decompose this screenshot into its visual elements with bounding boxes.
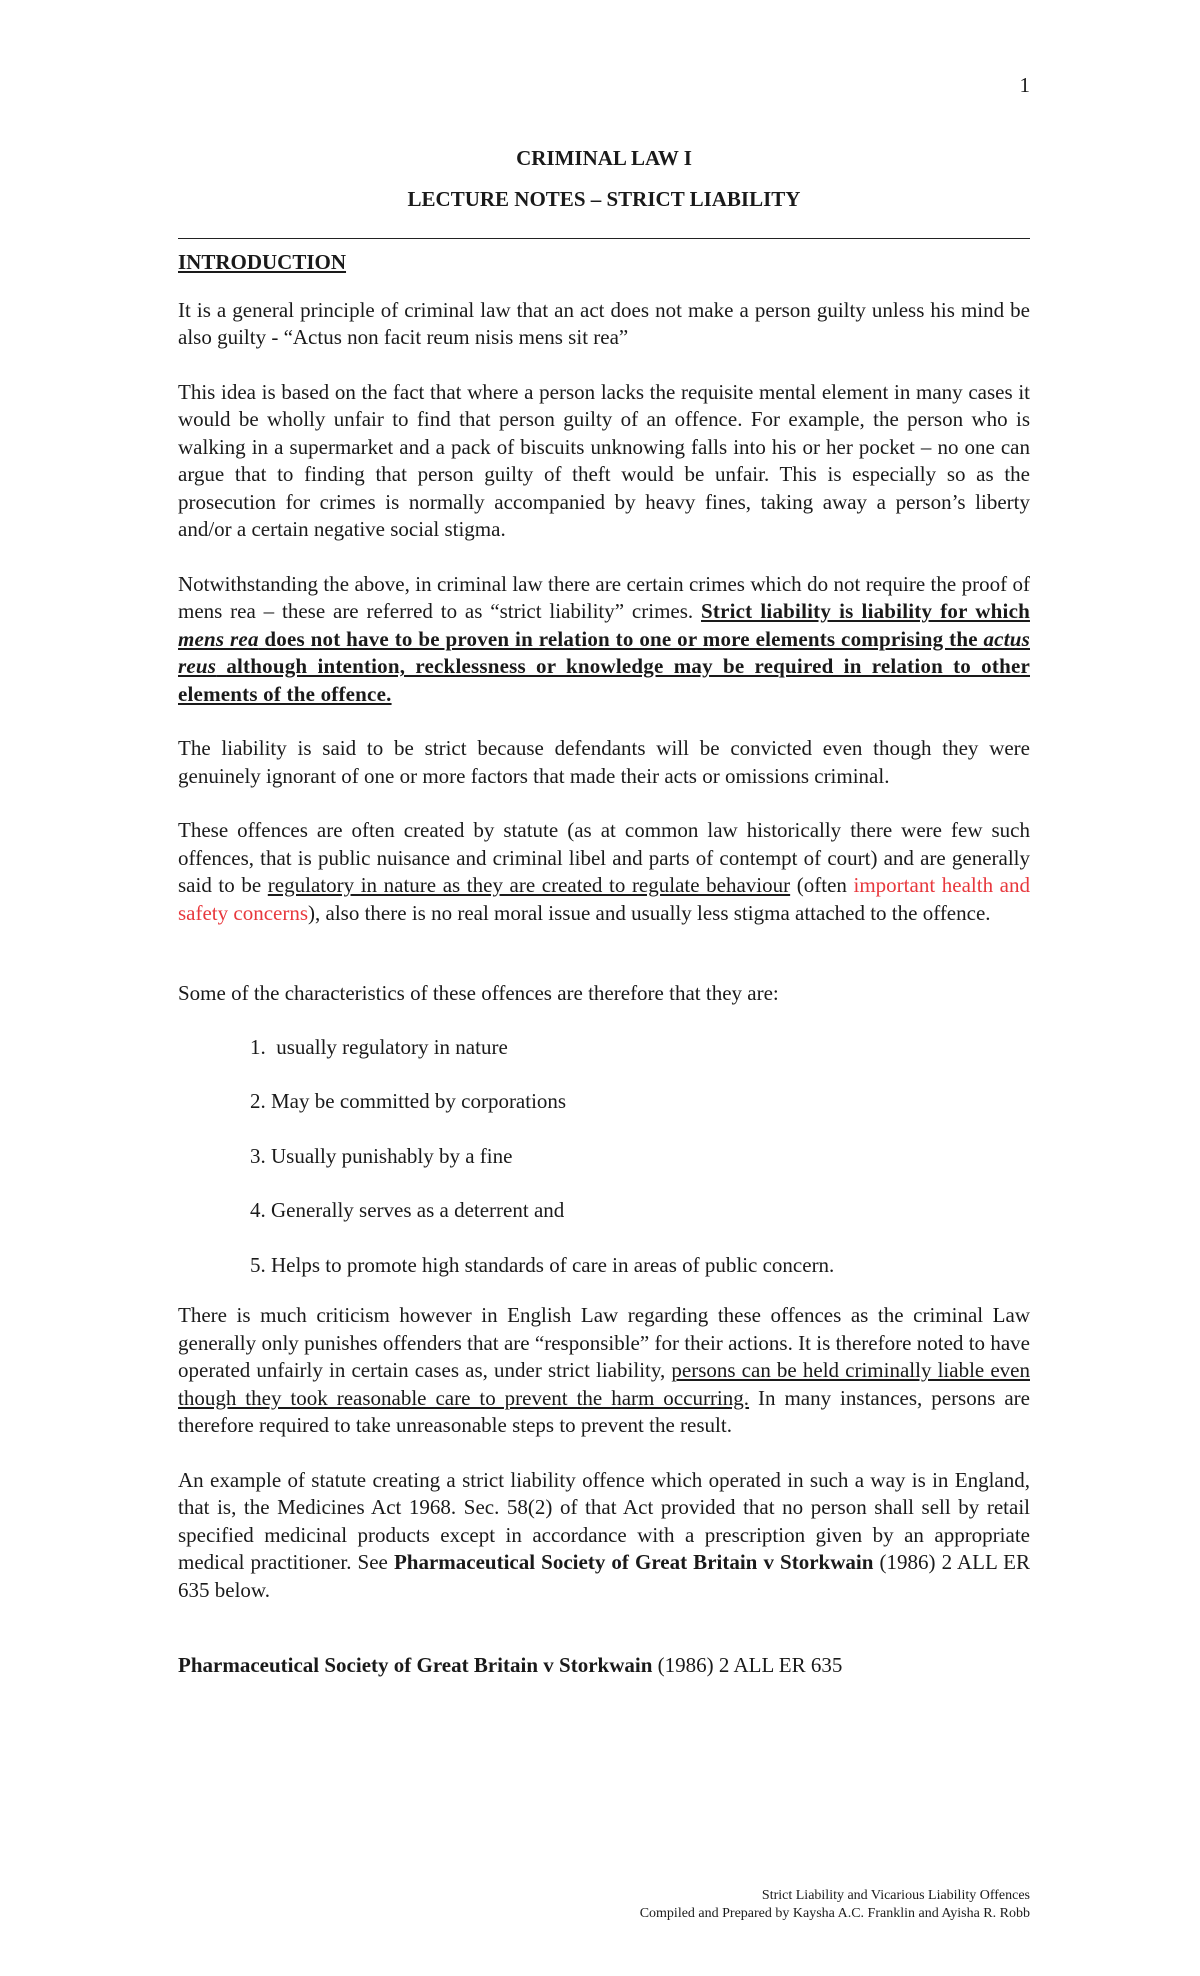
- list-item: 5. Helps to promote high standards of care in areas of public concern.: [250, 1252, 835, 1277]
- paragraph-rationale: This idea is based on the fact that where a person lacks the requisite mental element in many cases it would be wholly unfair to find that person guilty of an offence. For example, the person who is walking in a supermarket and a pack of biscuits unknowing falls into his or her pocket – no one can argue that to finding that person guilty of theft would be unfair. This is especially so as the prosecution for crimes is normally accompanied by heavy fines, taking away a person’s liberty and/or a certain negative social stigma.: [178, 379, 1030, 541]
- regulatory-nature-phrase: regulatory in nature as they are created to regulate behaviour: [267, 873, 791, 897]
- characteristics-list: [250, 1034, 1030, 1280]
- list-item: 1. usually regulatory in nature: [250, 1034, 508, 1059]
- section-heading: INTRODUCTION: [178, 250, 347, 274]
- paragraph-general-principle: It is a general principle of criminal law that an act does not make a person guilty unless his mind be also guilty - “Actus non facit reum nisis mens sit rea”: [178, 297, 1030, 349]
- lecture-title: LECTURE NOTES – STRICT LIABILITY: [407, 186, 801, 211]
- paragraph-criticism: There is much criticism however in English Law regarding these offences as the criminal Law generally only punishes offenders that are “responsible” for their actions. It is therefore noted to have operated unfairly in certain cases as, under strict liability, persons can be held criminally liable even though they took reasonable care to prevent the harm occurring. In many instances, persons are therefore required to take unreasonable steps to prevent the result.: [178, 1303, 1030, 1437]
- page-number: 1: [1019, 73, 1030, 97]
- page-footer: [640, 1887, 1030, 1923]
- case-heading-citation: (1986) 2 ALL ER 635: [652, 1653, 843, 1677]
- paragraph-strict-liability-definition: [178, 571, 1030, 709]
- paragraph-liability-strict: The liability is said to be strict because defendants will be convicted even though they were genuinely ignorant of one or more factors that made their acts or omissions criminal.: [178, 736, 1030, 788]
- list-item: 2. May be committed by corporations: [250, 1089, 567, 1113]
- list-item: 4. Generally serves as a deterrent and: [250, 1198, 565, 1222]
- case-heading: [178, 1652, 1030, 1680]
- title-divider: [178, 238, 1030, 239]
- paragraph-medicines-act-example: An example of statute creating a strict liability offence which operated in such a way is in England, that is, the Medicines Act 1968. Sec. 58(2) of that Act provided that no person shall sell by retail specified medicinal products except in accordance with a prescription given by an appropriate medical practitioner. See Pharmaceutical Society of Great Britain v Storkwain (1986) 2 ALL ER 635 below.: [178, 1467, 1030, 1602]
- definition-lead-in: Notwithstanding the above, in criminal law there are certain crimes which do not require the proof of mens rea – these are referred to as “strict liability” crimes.: [178, 571, 1030, 623]
- footer-line-1: Strict Liability and Vicarious Liability Offences: [761, 1888, 1030, 1903]
- course-title: CRIMINAL LAW I: [516, 146, 692, 170]
- term-mens-rea: mens rea: [178, 626, 259, 651]
- case-heading-name: Pharmaceutical Society of Great Britain v Storkwain: [178, 1653, 653, 1677]
- strict-liability-definition: Strict liability is liability for which mens rea does not have to be proven in relation to one or more elements comprising the actus reus although intention, recklessness or knowledge may be required in relation to other elements of the offence.: [178, 599, 1030, 706]
- characteristics-intro: Some of the characteristics of these offences are therefore that they are:: [178, 981, 779, 1005]
- reasonable-care-phrase: persons can be held criminally liable even though they took reasonable care to prevent the harm occurring.: [178, 1358, 1030, 1410]
- footer-line-2: Compiled and Prepared by Kaysha A.C. Franklin and Ayisha R. Robb: [639, 1906, 1030, 1921]
- document-body: [178, 140, 1030, 1680]
- health-safety-phrase: important health and safety concerns: [178, 873, 1030, 925]
- list-item: 3. Usually punishably by a fine: [250, 1143, 513, 1168]
- case-reference: Pharmaceutical Society of Great Britain v Storkwain: [393, 1550, 874, 1574]
- paragraph-statute-offences: These offences are often created by statute (as at common law historically there were few such offences, that is public nuisance and criminal libel and parts of contempt of court) and are generally said to be regulatory in nature as they are created to regulate behaviour (often important health and safety concerns), also there is no real moral issue and usually less stigma attached to the offence.: [178, 818, 1030, 925]
- term-actus-reus: actus reus: [178, 626, 1030, 678]
